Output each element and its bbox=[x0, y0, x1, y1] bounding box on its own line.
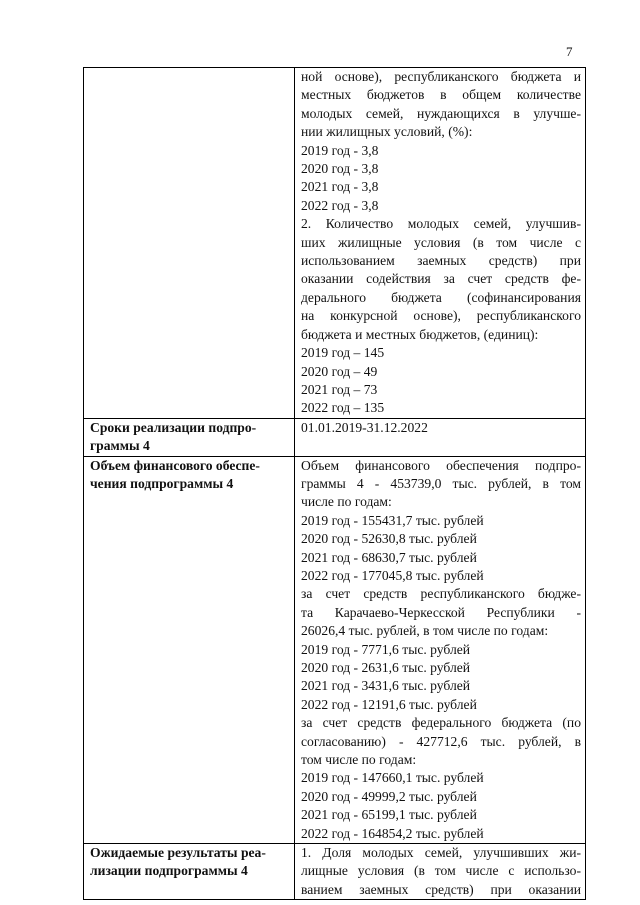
row-value-line: 01.01.2019-31.12.2022 bbox=[301, 419, 428, 435]
row-label-cell bbox=[84, 456, 295, 844]
row-value-line: 2019 год - 147660,1 тыс. рублей bbox=[301, 770, 484, 786]
row-value-cell bbox=[295, 68, 586, 419]
row-value-line: на конкурсной основе), республиканского bbox=[301, 308, 581, 324]
row-value-line: 2020 год - 2631,6 тыс. рублей bbox=[301, 660, 471, 675]
row-value-line: 2020 год - 52630,8 тыс. рублей bbox=[301, 531, 477, 547]
row-value-line: оказании содействия за счет средств фе- bbox=[301, 271, 581, 287]
row-value-line: местных бюджетов в общем количестве bbox=[301, 87, 581, 103]
row-value-line: 1. Доля молодых семей, улучшивших жи- bbox=[301, 845, 581, 861]
row-value-line: 2021 год - 3431,6 тыс. рублей bbox=[301, 678, 471, 694]
row-value-line: граммы 4 - 453739,0 тыс. рублей, в том bbox=[301, 475, 581, 491]
row-value-line: использованием заемных средств) при bbox=[301, 253, 581, 269]
row-label-line: граммы 4 bbox=[90, 438, 150, 454]
row-label-line: Объем финансового обеспе- bbox=[90, 457, 260, 473]
row-value-line: 2019 год - 7771,6 тыс. рублей bbox=[301, 641, 471, 657]
row-label-line: чения подпрограммы 4 bbox=[90, 475, 234, 491]
row-value-line: 2019 год - 155431,7 тыс. рублей bbox=[301, 512, 484, 528]
row-label-line: Сроки реализации подпро- bbox=[90, 419, 257, 435]
row-value-line: 2020 год – 49 bbox=[301, 363, 378, 379]
row-value-line: 2021 год - 68630,7 тыс. рублей bbox=[301, 549, 477, 565]
row-value-cell bbox=[295, 456, 586, 844]
row-value-line: 2020 год - 3,8 bbox=[301, 161, 379, 177]
row-value-line: согласованию) - 427712,6 тыс. рублей, в bbox=[301, 733, 581, 749]
row-value-line: 2. Количество молодых семей, улучшив- bbox=[301, 216, 581, 232]
row-value-line: 26026,4 тыс. рублей, в том числе по годам: bbox=[301, 623, 549, 639]
row-value-line: молодых семей, нуждающихся в улучше- bbox=[301, 105, 581, 121]
row-label-cell bbox=[84, 68, 295, 419]
row-value-line: за счет средств республиканского бюдже- bbox=[301, 586, 581, 602]
row-value-line: дерального бюджета (софинансирования bbox=[301, 289, 581, 305]
row-value-cell bbox=[295, 844, 586, 900]
row-value-cell bbox=[295, 418, 586, 456]
program-passport-table bbox=[83, 67, 586, 900]
page-number: 7 bbox=[566, 44, 573, 59]
row-label-line: Ожидаемые результаты реа- bbox=[90, 845, 266, 861]
table-row bbox=[84, 844, 586, 900]
row-value-line: числе по годам: bbox=[301, 494, 392, 510]
row-value-line: 2021 год - 3,8 bbox=[301, 179, 379, 195]
table-row bbox=[84, 418, 586, 456]
row-value-line: ших жилищные условия (в том числе с bbox=[301, 234, 581, 250]
row-value-line: том числе по годам: bbox=[301, 752, 417, 768]
row-value-line: Объем финансового обеспечения подпро- bbox=[301, 457, 581, 473]
row-value-line: 2022 год - 3,8 bbox=[301, 197, 379, 213]
row-value-line: 2022 год – 135 bbox=[301, 400, 385, 416]
row-value-line: за счет средств федерального бюджета (по bbox=[301, 715, 581, 731]
row-value-line: 2021 год - 65199,1 тыс. рублей bbox=[301, 807, 477, 823]
row-value-line: лищные условия (в том числе с использо- bbox=[301, 863, 581, 879]
table-row bbox=[84, 68, 586, 419]
row-value-line: нии жилищных условий, (%): bbox=[301, 124, 473, 140]
row-value-line: бюджета и местных бюджетов, (единиц): bbox=[301, 326, 539, 342]
row-value-line: 2021 год – 73 bbox=[301, 381, 378, 397]
row-value-line: 2022 год - 12191,6 тыс. рублей bbox=[301, 696, 477, 712]
row-value-line: ванием заемных средств) при оказании bbox=[301, 881, 581, 897]
table-row bbox=[84, 456, 586, 844]
row-value-line: та Карачаево-Черкесской Республики - bbox=[301, 604, 581, 620]
row-value-line: ной основе), республиканского бюджета и bbox=[301, 69, 581, 84]
row-label-line: лизации подпрограммы 4 bbox=[90, 863, 248, 879]
row-label-cell bbox=[84, 418, 295, 456]
row-value-line: 2020 год - 49999,2 тыс. рублей bbox=[301, 788, 477, 804]
row-value-line: 2019 год – 145 bbox=[301, 345, 385, 361]
row-value-line: 2019 год - 3,8 bbox=[301, 142, 379, 158]
row-value-line: 2022 год - 177045,8 тыс. рублей bbox=[301, 567, 484, 583]
row-value-line: 2022 год - 164854,2 тыс. рублей bbox=[301, 825, 484, 841]
row-label-cell bbox=[84, 844, 295, 900]
